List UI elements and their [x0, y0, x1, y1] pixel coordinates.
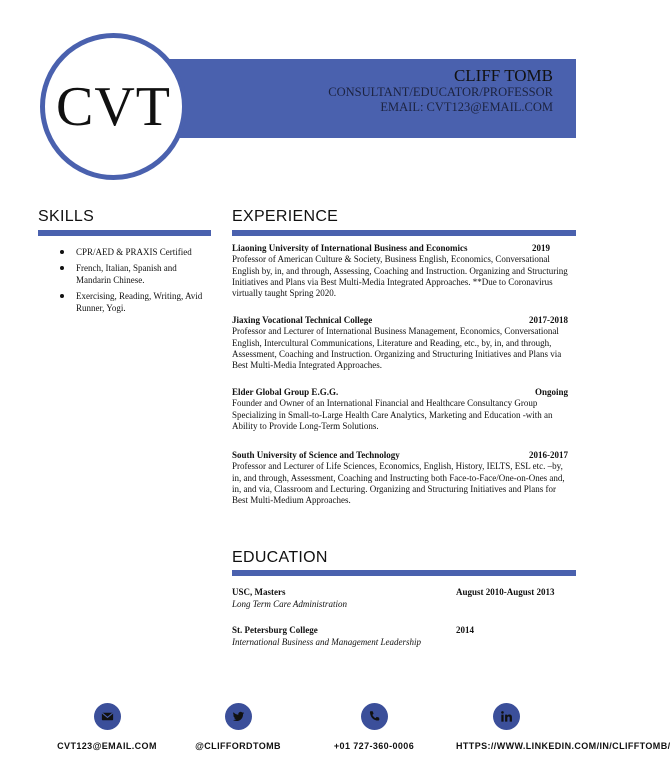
- job-org: Liaoning University of International Business and Economics: [232, 243, 468, 253]
- experience-rule: [232, 230, 576, 236]
- twitter-icon[interactable]: [225, 703, 252, 730]
- monogram-circle: [40, 33, 187, 180]
- skill-item: CPR/AED & PRAXIS Certified: [60, 246, 210, 258]
- linkedin-icon[interactable]: [493, 703, 520, 730]
- edu-school: St. Petersburg College: [232, 625, 318, 635]
- job-desc: Professor of American Culture & Society, Business English, Economics, Conversational English by, in, and through, Assessing, Coaching and Instruction. Organizing and Structuring Initiatives and Plans via Best Multi-Media Integrated Approaches. **Due to Coronavirus virtually taught Spring 2020.: [232, 254, 568, 299]
- monogram-text: CVT: [56, 75, 171, 138]
- job-desc: Professor and Lecturer of International Business Management, Economics, Conversational English, Intercultural Communications, Literature and Reading, etc., by, in, and through, Assessment, Coaching and Instruction. Organizing and Structuring Initiatives and Plans via Best Multi-Media Integrated Approaches.: [232, 326, 562, 371]
- person-email: EMAIL: CVT123@EMAIL.COM: [380, 100, 553, 114]
- name-block: [328, 67, 553, 115]
- skill-item: French, Italian, Spanish and Mandarin Chinese.: [60, 262, 210, 286]
- contact-linkedin-text[interactable]: HTTPS://WWW.LINKEDIN.COM/IN/CLIFFTOMB/: [456, 741, 671, 751]
- person-title: CONSULTANT/EDUCATOR/PROFESSOR: [328, 85, 553, 99]
- phone-icon[interactable]: [361, 703, 388, 730]
- contact-twitter: [178, 703, 298, 752]
- skills-list: [60, 246, 210, 318]
- contact-linkedin: [446, 703, 671, 752]
- contact-twitter-text[interactable]: @CLIFFORDTOMB: [195, 741, 281, 751]
- contact-email: [47, 703, 167, 752]
- email-icon[interactable]: [94, 703, 121, 730]
- skills-heading: SKILLS: [38, 208, 95, 225]
- job-date: 2017-2018: [529, 315, 568, 325]
- contact-phone: [314, 703, 434, 752]
- job-desc: Founder and Owner of an International Financial and Healthcare Consultancy Group Specializing in Small-to-Large Health Care Analytics, Marketing and Education -with an Ability to Provide Long-Term Solutions.: [232, 398, 553, 431]
- job-entry: [232, 315, 568, 371]
- job-entry: [232, 243, 568, 299]
- experience-heading: EXPERIENCE: [232, 208, 339, 225]
- education-rule: [232, 570, 576, 576]
- job-entry: [232, 450, 568, 506]
- job-date: 2019: [532, 243, 550, 253]
- edu-field: International Business and Management Leadership: [232, 637, 421, 647]
- contact-phone-text[interactable]: +01 727-360-0006: [333, 741, 415, 751]
- edu-date: 2014: [456, 625, 474, 635]
- job-org: South University of Science and Technology: [232, 450, 400, 460]
- skills-rule: [38, 230, 211, 236]
- job-org: Elder Global Group E.G.G.: [232, 387, 339, 397]
- job-org: Jiaxing Vocational Technical College: [232, 315, 373, 325]
- job-entry: [232, 387, 568, 432]
- skill-item: Exercising, Reading, Writing, Avid Runner, Yogi.: [60, 290, 210, 314]
- job-date: 2016-2017: [529, 450, 568, 460]
- education-heading: EDUCATION: [232, 549, 328, 566]
- education-entry: [232, 624, 568, 648]
- edu-field: Long Term Care Administration: [232, 599, 347, 609]
- job-desc: Professor and Lecturer of Life Sciences, Economics, English, History, IELTS, ESL etc. –by, in, and through, Assessment, Coaching and Instructing both Face-to-Face/One-on-Ones and, in, and via, Classroom and Lecturing. Organizing and Structuring Initiatives and Plans for Best Multi-Medium Approaches.: [232, 461, 565, 506]
- person-name: CLIFF TOMB: [453, 66, 553, 85]
- edu-school: USC, Masters: [232, 587, 286, 597]
- education-entry: [232, 586, 568, 610]
- edu-date: August 2010-August 2013: [456, 587, 555, 597]
- contact-email-text[interactable]: CVT123@EMAIL.COM: [57, 741, 157, 751]
- job-date: Ongoing: [534, 387, 568, 397]
